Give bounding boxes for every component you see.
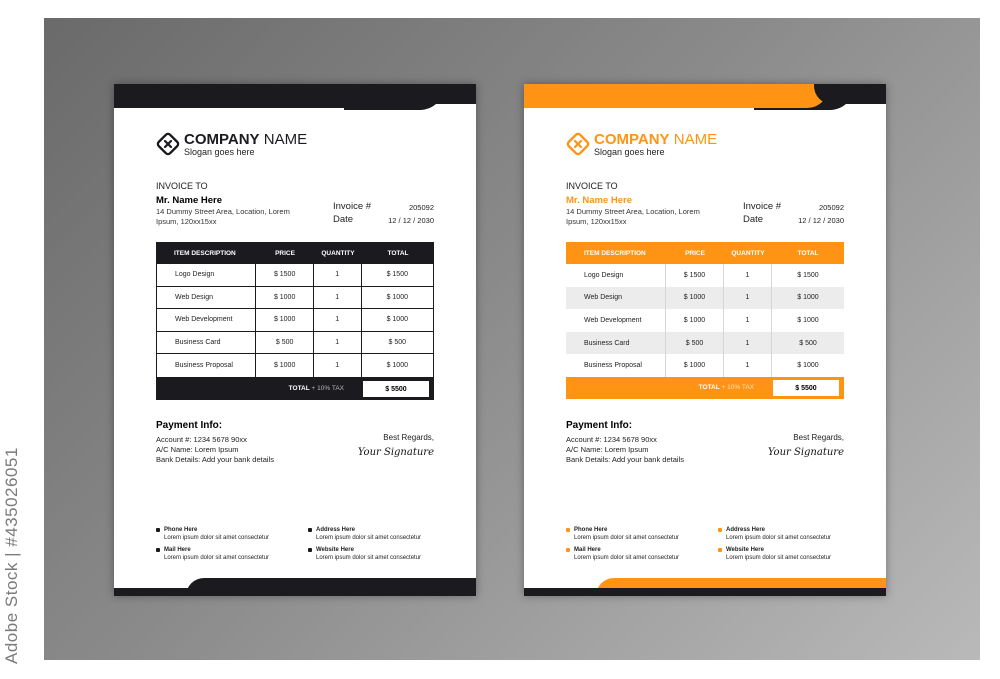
top-decoration [404, 84, 476, 104]
cell-total: $ 1000 [797, 316, 819, 324]
cell-total: $ 1000 [386, 316, 408, 324]
cell-description: Web Design [157, 287, 256, 309]
company-logo-icon [156, 132, 180, 156]
contact-mail: Mail Here Lorem ipsum dolor sit amet consectetur [156, 546, 269, 562]
invoice-date: 12 / 12 / 2030 [798, 216, 844, 225]
cell-quantity: 1 [724, 264, 772, 287]
contact-address: Address Here Lorem ipsum dolor sit amet consectetur [308, 526, 421, 542]
company-slogan: Slogan goes here [594, 147, 665, 157]
cell-description: Web Development [157, 309, 256, 331]
cell-quantity: 1 [314, 332, 362, 354]
table-row [566, 309, 844, 332]
table-row [157, 309, 433, 332]
cell-quantity: 1 [724, 287, 772, 310]
cell-quantity: 1 [314, 309, 362, 331]
cell-quantity: 1 [314, 264, 362, 286]
client-name: Mr. Name Here [156, 195, 223, 206]
regards-text: Best Regards, [383, 433, 434, 442]
stock-id-label: Adobe Stock | #435026051 [2, 447, 21, 664]
date-label: Date [743, 214, 764, 225]
cell-quantity: 1 [724, 309, 772, 332]
bank-details: Bank Details: Add your bank details [156, 455, 274, 464]
client-address: 14 Dummy Street Area, Location, Lorem Ipsum, 120xx15xx [566, 207, 700, 226]
cell-description: Business Proposal [566, 354, 666, 377]
table-row [157, 354, 433, 377]
client-address: 14 Dummy Street Area, Location, Lorem Ipsum, 120xx15xx [156, 207, 290, 226]
contact-mail: Mail Here Lorem ipsum dolor sit amet consectetur [566, 546, 679, 562]
table-row [566, 354, 844, 377]
cell-price: $ 1000 [256, 287, 314, 309]
contact-phone: Phone Here Lorem ipsum dolor sit amet consectetur [566, 526, 679, 542]
cell-price: $ 1500 [666, 264, 724, 287]
contact-phone: Phone Here Lorem ipsum dolor sit amet consectetur [156, 526, 269, 542]
payment-heading: Payment Info: [156, 420, 223, 431]
table-row [566, 332, 844, 355]
cell-price: $ 1000 [256, 309, 314, 331]
date-label: Date [333, 214, 354, 225]
header-description: ITEM DESCRIPTION [584, 249, 646, 257]
cell-quantity: 1 [724, 354, 772, 377]
cell-total: $ 500 [799, 339, 817, 347]
bank-details: Bank Details: Add your bank details [566, 455, 684, 464]
cell-total: $ 1000 [386, 293, 408, 301]
invoice-to-label: INVOICE TO [156, 181, 208, 191]
account-name: A/C Name: Lorem Ipsum [156, 445, 239, 454]
table-row [157, 287, 433, 310]
cell-total: $ 1500 [386, 271, 408, 279]
cell-description: Business Card [566, 332, 666, 355]
payment-heading: Payment Info: [566, 420, 633, 431]
top-decoration [114, 84, 419, 108]
account-number: Account #: 1234 5678 90xx [566, 435, 657, 444]
top-decoration [524, 84, 829, 108]
cell-total: $ 500 [388, 339, 407, 347]
cell-total: $ 1000 [386, 362, 408, 370]
invoice-page-dark [114, 84, 476, 596]
cell-quantity: 1 [314, 354, 362, 377]
bottom-decoration [114, 588, 476, 596]
payment-details [566, 435, 684, 465]
cell-quantity: 1 [724, 332, 772, 355]
cell-description: Business Card [157, 332, 256, 354]
mail-icon [156, 548, 160, 552]
bottom-decoration [524, 588, 886, 596]
table-body [156, 264, 434, 378]
cell-description: Web Design [566, 287, 666, 310]
cell-price: $ 1000 [666, 309, 724, 332]
location-icon [718, 528, 722, 532]
account-name: A/C Name: Lorem Ipsum [566, 445, 649, 454]
header-quantity: QUANTITY [321, 249, 355, 257]
top-decoration [814, 84, 886, 104]
mail-icon [566, 548, 570, 552]
contact-website: Website Here Lorem ipsum dolor sit amet consectetur [308, 546, 421, 562]
header-total: TOTAL [387, 249, 409, 257]
payment-details [156, 435, 274, 465]
invoice-table [156, 242, 434, 400]
cell-price: $ 500 [666, 332, 724, 355]
invoice-number: 205092 [818, 203, 844, 212]
cell-price: $ 1000 [256, 354, 314, 377]
table-row [157, 264, 433, 287]
table-body [566, 264, 844, 377]
invoice-date: 12 / 12 / 2030 [388, 216, 434, 225]
cell-quantity: 1 [314, 287, 362, 309]
invoice-meta-labels [743, 200, 781, 226]
cell-total: $ 1000 [797, 362, 819, 370]
total-label: TOTAL + 10% TAX [698, 384, 754, 392]
header-price: PRICE [685, 249, 705, 257]
invoice-number-label: Invoice # [743, 201, 782, 212]
invoice-page-orange [524, 84, 886, 596]
invoice-number-label: Invoice # [333, 201, 372, 212]
cell-description: Logo Design [566, 264, 666, 287]
tax-note: + 10% TAX [721, 384, 754, 392]
company-slogan: Slogan goes here [184, 147, 255, 157]
cell-price: $ 1000 [666, 354, 724, 377]
header-description: ITEM DESCRIPTION [174, 249, 236, 257]
cell-price: $ 1000 [666, 287, 724, 310]
header-price: PRICE [275, 249, 295, 257]
cell-total: $ 1500 [797, 271, 819, 279]
total-label: TOTAL + 10% TAX [288, 385, 344, 393]
table-header [566, 242, 844, 264]
signature: Your Signature [767, 447, 844, 458]
invoice-meta-values [388, 201, 434, 227]
account-number: Account #: 1234 5678 90xx [156, 435, 247, 444]
header-quantity: QUANTITY [731, 249, 765, 257]
invoice-meta-values [798, 201, 844, 227]
invoice-table [566, 242, 844, 399]
table-total-row [566, 377, 844, 399]
cell-price: $ 500 [256, 332, 314, 354]
globe-icon [308, 548, 312, 552]
cell-description: Business Proposal [157, 354, 256, 377]
globe-icon [718, 548, 722, 552]
cell-total: $ 1000 [797, 294, 819, 302]
contact-website: Website Here Lorem ipsum dolor sit amet consectetur [718, 546, 831, 562]
invoice-meta-labels [333, 200, 371, 226]
phone-icon [156, 528, 160, 532]
company-name: COMPANY NAME [184, 131, 308, 148]
table-total-row [156, 378, 434, 400]
regards-text: Best Regards, [793, 433, 844, 442]
signature: Your Signature [357, 447, 434, 458]
cell-description: Web Development [566, 309, 666, 332]
table-row [566, 264, 844, 287]
invoice-to-label: INVOICE TO [566, 181, 618, 191]
invoice-number: 205092 [408, 203, 434, 212]
location-icon [308, 528, 312, 532]
cell-price: $ 1500 [256, 264, 314, 286]
tax-note: + 10% TAX [311, 385, 344, 393]
total-value: $ 5500 [362, 380, 430, 398]
contact-address: Address Here Lorem ipsum dolor sit amet consectetur [718, 526, 831, 542]
company-name: COMPANY NAME [594, 131, 718, 148]
table-row [157, 332, 433, 355]
table-row [566, 287, 844, 310]
table-header [156, 242, 434, 264]
phone-icon [566, 528, 570, 532]
cell-description: Logo Design [157, 264, 256, 286]
client-name: Mr. Name Here [566, 195, 633, 206]
header-total: TOTAL [797, 249, 819, 257]
company-logo-icon [566, 132, 590, 156]
total-value: $ 5500 [772, 379, 840, 397]
